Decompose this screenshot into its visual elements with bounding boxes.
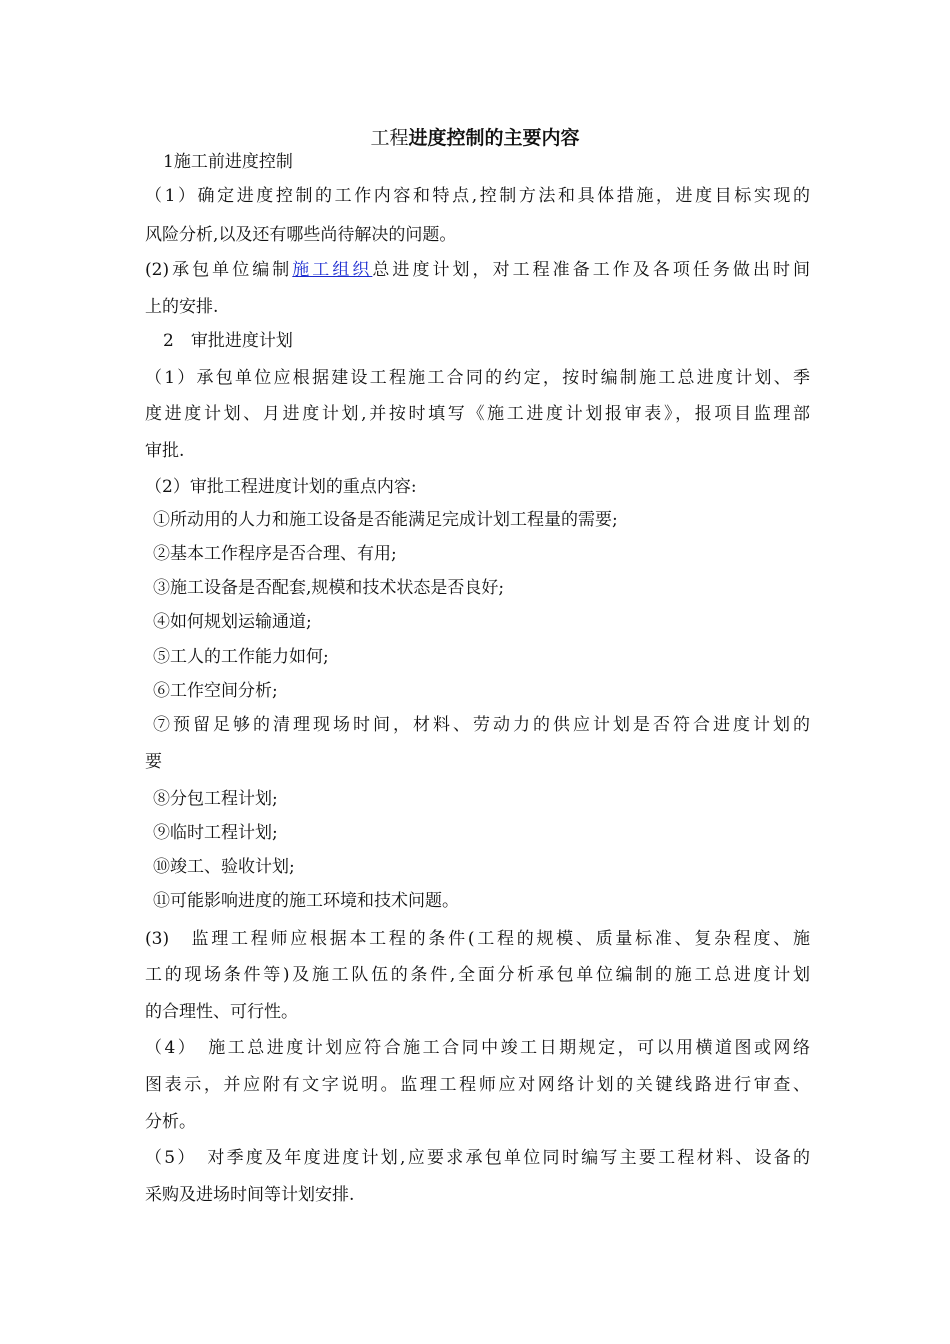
paragraph-line: 采购及进场时间等计划安排.: [145, 1185, 355, 1205]
list-item: ⑨临时工程计划;: [153, 823, 278, 843]
list-item: ⑩竣工、验收计划;: [153, 857, 295, 877]
list-item-continuation: 要: [145, 752, 162, 772]
list-item: ③施工设备是否配套,规模和技术状态是否良好;: [153, 578, 505, 598]
title-part-bold: 进度控制的主要内容: [408, 127, 580, 149]
text-before-link: (2)承包单位编制: [145, 260, 293, 280]
paragraph-line: 风险分析,以及还有哪些尚待解决的问题。: [145, 225, 457, 245]
construction-organization-link[interactable]: 施工组织: [292, 260, 373, 280]
paragraph-line: （1）承包单位应根据建设工程施工合同的约定，按时编制施工总进度计划、季: [145, 368, 810, 388]
list-item: ⑧分包工程计划;: [153, 789, 278, 809]
paragraph-line: （2）审批工程进度计划的重点内容:: [145, 477, 417, 497]
paragraph-line: （4） 施工总进度计划应符合施工合同中竣工日期规定，可以用横道图或网络: [145, 1038, 810, 1058]
section-heading-2: 2 审批进度计划: [163, 331, 293, 351]
title-part-regular: 工程: [370, 127, 409, 149]
list-item: ⑦预留足够的清理现场时间，材料、劳动力的供应计划是否符合进度计划的: [153, 715, 810, 735]
paragraph-line: (3) 监理工程师应根据本工程的条件(工程的规模、质量标准、复杂程度、施: [145, 929, 810, 949]
paragraph-line-with-link: [145, 257, 810, 283]
paragraph-line: 分析。: [145, 1112, 196, 1132]
document-title: [145, 124, 805, 152]
paragraph-line: 工的现场条件等)及施工队伍的条件,全面分析承包单位编制的施工总进度计划: [145, 965, 810, 985]
paragraph-line: 度进度计划、月进度计划,并按时填写《施工进度计划报审表》，报项目监理部: [145, 404, 810, 424]
section-heading-1: 1施工前进度控制: [163, 152, 293, 172]
list-item: ④如何规划运输通道;: [153, 612, 312, 632]
text-after-link: 总进度计划，对工程准备工作及各项任务做出时间: [372, 260, 810, 280]
paragraph-line: 图表示，并应附有文字说明。监理工程师应对网络计划的关键线路进行审查、: [145, 1075, 810, 1095]
list-item: ②基本工作程序是否合理、有用;: [153, 544, 397, 564]
list-item: ⑤工人的工作能力如何;: [153, 647, 329, 667]
paragraph-line: （5） 对季度及年度进度计划,应要求承包单位同时编写主要工程材料、设备的: [145, 1148, 810, 1168]
list-item: ①所动用的人力和施工设备是否能满足完成计划工程量的需要;: [153, 510, 618, 530]
paragraph-line: 审批.: [145, 441, 185, 461]
list-item: ⑪可能影响进度的施工环境和技术问题。: [153, 891, 459, 911]
list-item: ⑥工作空间分析;: [153, 681, 278, 701]
paragraph-line: （1）确定进度控制的工作内容和特点,控制方法和具体措施，进度目标实现的: [145, 186, 810, 206]
paragraph-line: 上的安排.: [145, 297, 219, 317]
paragraph-line: 的合理性、可行性。: [145, 1002, 298, 1022]
